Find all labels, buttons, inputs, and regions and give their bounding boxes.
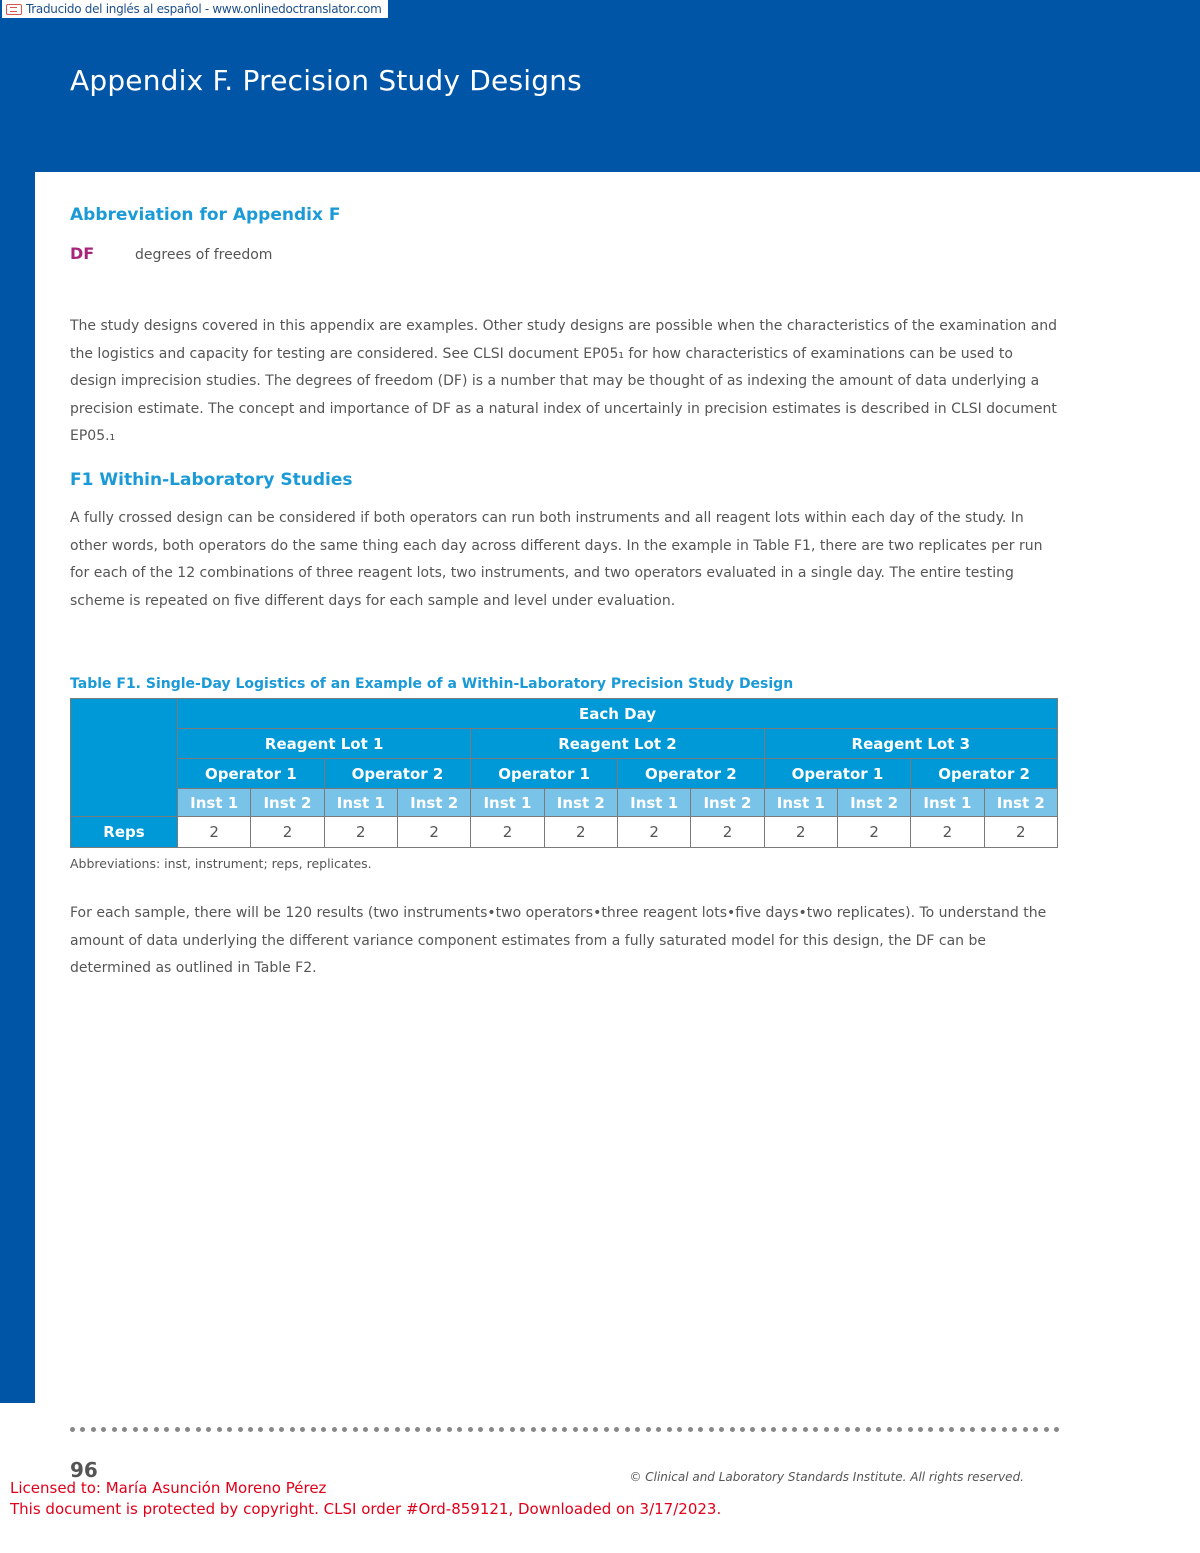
divider-dot xyxy=(175,1427,180,1432)
reps-cell: 2 xyxy=(837,817,910,848)
divider-dot xyxy=(185,1427,190,1432)
reps-cell: 2 xyxy=(544,817,617,848)
divider-dot xyxy=(573,1427,578,1432)
divider-dot xyxy=(311,1427,316,1432)
license-watermark xyxy=(10,1478,721,1520)
divider-dot xyxy=(583,1427,588,1432)
header-instrument: Inst 2 xyxy=(544,789,617,817)
divider-dot xyxy=(813,1427,818,1432)
reps-cell: 2 xyxy=(984,817,1057,848)
divider-dot xyxy=(122,1427,127,1432)
divider-dot xyxy=(635,1427,640,1432)
reps-cell: 2 xyxy=(691,817,764,848)
divider-dot xyxy=(415,1427,420,1432)
header-operator: Operator 2 xyxy=(617,759,764,789)
dotted-divider xyxy=(70,1427,1060,1437)
table-header-row-operators xyxy=(71,759,1058,789)
divider-dot xyxy=(353,1427,358,1432)
header-operator: Operator 1 xyxy=(471,759,618,789)
divider-dot xyxy=(761,1427,766,1432)
reps-cell: 2 xyxy=(617,817,690,848)
divider-dot xyxy=(405,1427,410,1432)
reps-cell: 2 xyxy=(251,817,324,848)
translate-icon xyxy=(6,4,22,15)
divider-dot xyxy=(269,1427,274,1432)
header-operator: Operator 2 xyxy=(324,759,471,789)
divider-dot xyxy=(238,1427,243,1432)
header-instrument: Inst 2 xyxy=(837,789,910,817)
side-band xyxy=(0,172,35,1403)
divider-dot xyxy=(363,1427,368,1432)
divider-dot xyxy=(227,1427,232,1432)
reps-cell: 2 xyxy=(324,817,397,848)
table-header-row-instruments xyxy=(71,789,1058,817)
divider-dot xyxy=(520,1427,525,1432)
header-operator: Operator 2 xyxy=(911,759,1058,789)
header-operator: Operator 1 xyxy=(178,759,325,789)
divider-dot xyxy=(426,1427,431,1432)
divider-dot xyxy=(164,1427,169,1432)
divider-dot xyxy=(1033,1427,1038,1432)
divider-dot xyxy=(1044,1427,1049,1432)
header-instrument: Inst 1 xyxy=(911,789,984,817)
reps-cell: 2 xyxy=(397,817,470,848)
divider-dot xyxy=(468,1427,473,1432)
divider-dot xyxy=(196,1427,201,1432)
divider-dot xyxy=(342,1427,347,1432)
divider-dot xyxy=(876,1427,881,1432)
divider-dot xyxy=(677,1427,682,1432)
divider-dot xyxy=(248,1427,253,1432)
license-line: This document is protected by copyright. CLSI order #Ord-859121, Downloaded on 3/17/2023. xyxy=(10,1500,722,1518)
intro-paragraph: The study designs covered in this appendix are examples. Other study designs are possible when the characteristics of the examination and the logistics and capacity for testing are considered. See CLSI document EP05₁ for how characteristics of examinations can be used to design imprecision studies. The degrees of freedom (DF) is a number that may be thought of as indexing the amount of data underlying a precision estimate. The concept and importance of DF as a natural index of uncertainly in precision estimates is described in CLSI document EP05.₁ xyxy=(70,318,1058,444)
divider-dot xyxy=(604,1427,609,1432)
divider-dot xyxy=(887,1427,892,1432)
divider-dot xyxy=(719,1427,724,1432)
header-instrument: Inst 2 xyxy=(397,789,470,817)
divider-dot xyxy=(531,1427,536,1432)
reps-cell: 2 xyxy=(471,817,544,848)
divider-dot xyxy=(395,1427,400,1432)
divider-dot xyxy=(855,1427,860,1432)
table-abbreviations-note: Abbreviations: inst, instrument; reps, replicates. xyxy=(70,856,372,871)
abbreviation-item xyxy=(70,244,272,263)
copyright-notice: © Clinical and Laboratory Standards Institute. All rights reserved. xyxy=(629,1470,1024,1484)
header-instrument: Inst 1 xyxy=(324,789,397,817)
divider-dot xyxy=(667,1427,672,1432)
divider-dot xyxy=(206,1427,211,1432)
license-line: Licensed to: María Asunción Moreno Pérez xyxy=(10,1479,327,1497)
translator-banner[interactable] xyxy=(2,0,388,18)
divider-dot xyxy=(290,1427,295,1432)
divider-dot xyxy=(541,1427,546,1432)
divider-dot xyxy=(897,1427,902,1432)
divider-dot xyxy=(1023,1427,1028,1432)
section-f1-paragraph: A fully crossed design can be considered if both operators can run both instruments and all reagent lots within each day of the study. In other words, both operators do the same thing each day across different days. In the example in Table F1, there are two replicates per run for each of the 12 combinations of three reagent lots, two instruments, and two operators evaluated in a single day. The entire testing scheme is repeated on five different days for each sample and level under evaluation. xyxy=(70,510,1043,609)
divider-dot xyxy=(499,1427,504,1432)
divider-dot xyxy=(143,1427,148,1432)
divider-dot xyxy=(489,1427,494,1432)
divider-dot xyxy=(436,1427,441,1432)
divider-dot xyxy=(709,1427,714,1432)
translator-banner-text: Traducido del inglés al español - www.onlinedoctranslator.com xyxy=(26,2,382,16)
divider-dot xyxy=(384,1427,389,1432)
header-instrument: Inst 1 xyxy=(178,789,251,817)
divider-dot xyxy=(782,1427,787,1432)
divider-dot xyxy=(478,1427,483,1432)
header-reagent-lot: Reagent Lot 2 xyxy=(471,729,764,759)
divider-dot xyxy=(101,1427,106,1432)
divider-dot xyxy=(91,1427,96,1432)
divider-dot xyxy=(562,1427,567,1432)
header-operator: Operator 1 xyxy=(764,759,911,789)
divider-dot xyxy=(112,1427,117,1432)
divider-dot xyxy=(834,1427,839,1432)
divider-dot xyxy=(593,1427,598,1432)
page-number: 96 xyxy=(70,1458,98,1482)
divider-dot xyxy=(70,1427,75,1432)
table-caption: Table F1. Single-Day Logistics of an Example of a Within-Laboratory Precision Study Design xyxy=(70,676,794,692)
divider-dot xyxy=(447,1427,452,1432)
page-title: Appendix F. Precision Study Designs xyxy=(70,64,582,97)
divider-dot xyxy=(279,1427,284,1432)
divider-dot xyxy=(918,1427,923,1432)
divider-dot xyxy=(866,1427,871,1432)
divider-dot xyxy=(510,1427,515,1432)
abbreviation-definition: degrees of freedom xyxy=(135,247,273,263)
divider-dot xyxy=(1054,1427,1059,1432)
divider-dot xyxy=(824,1427,829,1432)
divider-dot xyxy=(133,1427,138,1432)
header-instrument: Inst 1 xyxy=(617,789,690,817)
reps-cell: 2 xyxy=(178,817,251,848)
header-each-day: Each Day xyxy=(178,699,1058,729)
divider-dot xyxy=(949,1427,954,1432)
divider-dot xyxy=(928,1427,933,1432)
section-heading-f1: F1 Within-Laboratory Studies xyxy=(70,470,353,490)
divider-dot xyxy=(750,1427,755,1432)
divider-dot xyxy=(80,1427,85,1432)
divider-dot xyxy=(981,1427,986,1432)
divider-dot xyxy=(792,1427,797,1432)
header-reagent-lot: Reagent Lot 3 xyxy=(764,729,1057,759)
header-instrument: Inst 1 xyxy=(764,789,837,817)
header-instrument: Inst 2 xyxy=(251,789,324,817)
divider-dot xyxy=(625,1427,630,1432)
divider-dot xyxy=(939,1427,944,1432)
divider-dot xyxy=(656,1427,661,1432)
abbreviations-heading: Abbreviation for Appendix F xyxy=(70,205,341,225)
divider-dot xyxy=(1012,1427,1017,1432)
table-header-row-lots xyxy=(71,729,1058,759)
reps-cell: 2 xyxy=(764,817,837,848)
divider-dot xyxy=(991,1427,996,1432)
divider-dot xyxy=(552,1427,557,1432)
divider-dot xyxy=(740,1427,745,1432)
header-instrument: Inst 1 xyxy=(471,789,544,817)
divider-dot xyxy=(771,1427,776,1432)
divider-dot xyxy=(321,1427,326,1432)
divider-dot xyxy=(332,1427,337,1432)
divider-dot xyxy=(374,1427,379,1432)
divider-dot xyxy=(1002,1427,1007,1432)
header-reagent-lot: Reagent Lot 1 xyxy=(178,729,471,759)
abbreviation-term: DF xyxy=(70,244,95,263)
divider-dot xyxy=(698,1427,703,1432)
divider-dot xyxy=(803,1427,808,1432)
divider-dot xyxy=(646,1427,651,1432)
header-instrument: Inst 2 xyxy=(691,789,764,817)
table-row-reps xyxy=(71,817,1058,848)
divider-dot xyxy=(300,1427,305,1432)
reps-cell: 2 xyxy=(911,817,984,848)
table-corner-cell xyxy=(71,699,178,817)
divider-dot xyxy=(154,1427,159,1432)
divider-dot xyxy=(217,1427,222,1432)
divider-dot xyxy=(970,1427,975,1432)
divider-dot xyxy=(960,1427,965,1432)
reps-row-label: Reps xyxy=(71,817,178,848)
divider-dot xyxy=(845,1427,850,1432)
table-f1 xyxy=(70,698,1058,848)
closing-paragraph: For each sample, there will be 120 results (two instruments•two operators•three reagent lots•five days•two replicates). To understand the amount of data underlying the different variance component estimates from a fully saturated model for this design, the DF can be determined as outlined in Table F2. xyxy=(70,905,1047,976)
divider-dot xyxy=(614,1427,619,1432)
divider-dot xyxy=(457,1427,462,1432)
divider-dot xyxy=(730,1427,735,1432)
divider-dot xyxy=(688,1427,693,1432)
header-instrument: Inst 2 xyxy=(984,789,1057,817)
table-header-row-day xyxy=(71,699,1058,729)
divider-dot xyxy=(258,1427,263,1432)
divider-dot xyxy=(908,1427,913,1432)
